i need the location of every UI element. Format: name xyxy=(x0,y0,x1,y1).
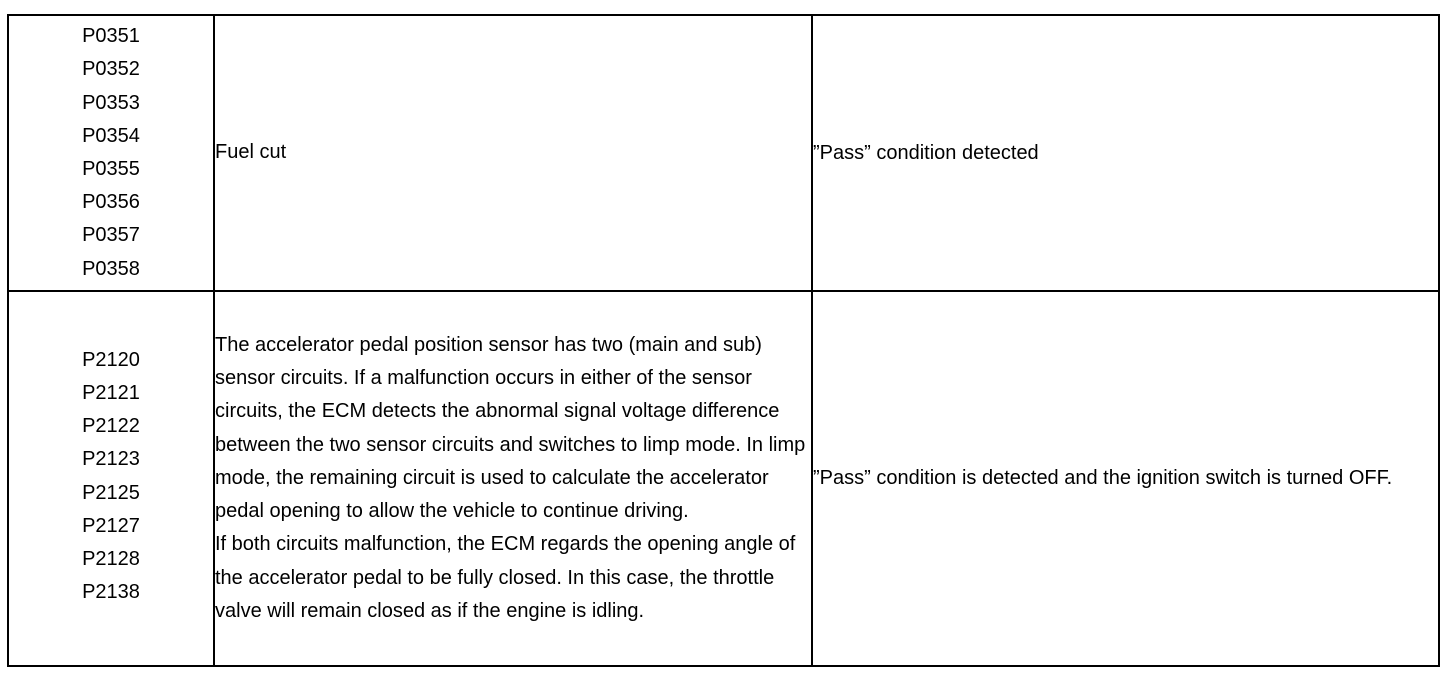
dtc-code: P2127 xyxy=(82,514,140,537)
dtc-code: P0356 xyxy=(82,191,140,214)
dtc-code: P2125 xyxy=(82,481,140,504)
recovery-condition-cell xyxy=(812,15,1439,291)
fail-safe-description-paragraph: The accelerator pedal position sensor has two (main and sub) sensor circuits. If a malfunction occurs in either of the sensor circuits, the ECM detects the abnormal signal voltage difference between the two sensor circuits and switches to limp mode. In limp mode, the remaining circuit is used to calculate the accelerator pedal opening to allow the vehicle to continue driving. xyxy=(215,334,806,523)
recovery-condition: ”Pass” condition detected xyxy=(813,141,1039,164)
dtc-code: P0353 xyxy=(82,91,140,114)
recovery-condition: ”Pass” condition is detected and the ignition switch is turned OFF. xyxy=(813,467,1393,489)
dtc-code: P2138 xyxy=(82,581,140,604)
dtc-code: P2120 xyxy=(82,348,140,371)
table-row xyxy=(8,15,1439,291)
fail-safe-description-cell xyxy=(214,15,812,291)
fail-safe-description-cell xyxy=(214,291,812,666)
dtc-code: P0351 xyxy=(82,25,140,48)
dtc-code: P2128 xyxy=(82,547,140,570)
dtc-code: P2123 xyxy=(82,448,140,471)
dtc-codes-cell xyxy=(8,15,214,291)
dtc-code: P0354 xyxy=(82,124,140,147)
dtc-code: P0352 xyxy=(82,58,140,81)
dtc-table xyxy=(7,14,1440,667)
dtc-code: P0358 xyxy=(82,257,140,280)
fail-safe-description-paragraph: If both circuits malfunction, the ECM regards the opening angle of the accelerator pedal to be fully closed. In this case, the throttle valve will remain closed as if the engine is idling. xyxy=(215,533,796,622)
dtc-codes-cell xyxy=(8,291,214,666)
fail-safe-description: Fuel cut xyxy=(215,141,287,164)
table-row xyxy=(8,291,1439,666)
recovery-condition-cell xyxy=(812,291,1439,666)
dtc-code: P2122 xyxy=(82,415,140,438)
dtc-code: P0357 xyxy=(82,224,140,247)
dtc-code: P2121 xyxy=(82,381,140,404)
dtc-code: P0355 xyxy=(82,158,140,180)
